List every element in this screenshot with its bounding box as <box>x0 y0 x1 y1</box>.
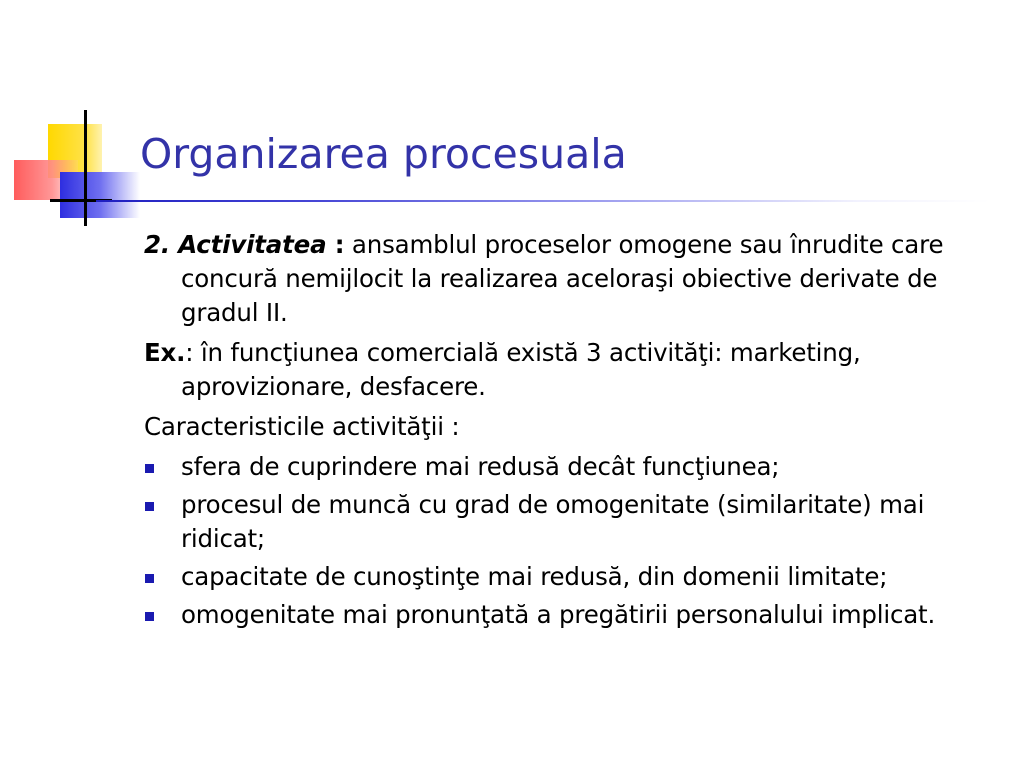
bullet-square-icon <box>145 502 154 511</box>
slide-title: Organizarea procesuala <box>140 130 627 178</box>
characteristics-heading: Caracteristicile activităţii : <box>144 412 460 441</box>
definition-separator: : <box>326 230 345 259</box>
slide-body <box>144 228 1004 636</box>
bullet-item <box>144 488 1004 556</box>
definition-text: ansamblul proceselor omogene sau înrudite care concură nemijlocit la realizarea aceloraşi obiective derivate de gradul II. <box>181 230 944 327</box>
bullet-item <box>144 560 1004 594</box>
bullet-text: procesul de muncă cu grad de omogenitate (similaritate) mai ridicat; <box>181 490 925 553</box>
bullet-item <box>144 450 1004 484</box>
bullet-item <box>144 598 1004 632</box>
example-text: : în funcţiunea comercială există 3 activităţi: marketing, aprovizionare, desfacere. <box>181 338 861 401</box>
example-paragraph <box>144 336 1004 404</box>
title-underline <box>96 200 990 202</box>
bullet-square-icon <box>145 574 154 583</box>
deco-blue-square <box>60 172 140 218</box>
bullet-text: sfera de cuprindere mai redusă decât funcţiunea; <box>181 452 780 481</box>
example-label: Ex. <box>144 338 186 367</box>
definition-paragraph <box>144 228 1004 330</box>
bullet-text: capacitate de cunoştinţe mai redusă, din domenii limitate; <box>181 562 888 591</box>
bullet-square-icon <box>145 464 154 473</box>
bullet-text: omogenitate mai pronunţată a pregătirii personalului implicat. <box>181 600 936 629</box>
definition-term: 2. Activitatea <box>144 230 327 259</box>
deco-vertical-line <box>84 110 87 226</box>
bullet-square-icon <box>145 612 154 621</box>
